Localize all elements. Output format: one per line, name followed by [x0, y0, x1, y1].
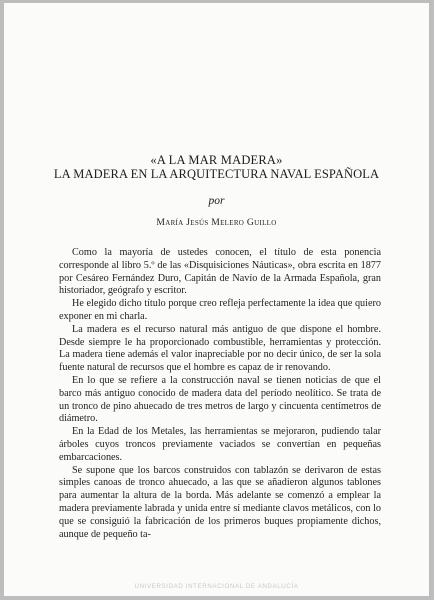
university-watermark: UNIVERSIDAD INTERNACIONAL DE ANDALUCÍA: [134, 583, 299, 590]
paragraph-4: En lo que se refiere a la construcción naval se tienen noticias de que el barco más antiguo conocido de madera data del período neolítico. Se trata de un tronco de pino ahuecado de tres metros de largo y cincuenta centímetros de diámetro.: [59, 374, 381, 425]
document-page: [4, 3, 429, 596]
paragraph-6: Se supone que los barcos construidos con tablazón se derivaron de estas simples canoas de tronco ahuecado, a las que se añadieron algunos tablones para aumentar la altura de la borda. Más adelante se comenzó a emplear la madera previamente labrada y unida entre sí mediante clavos metálicos, con lo que se consiguió la fabricación de los primeros buques propiamente dichos, aunque de pequeño ta-: [59, 464, 381, 540]
paragraph-1: Como la mayoría de ustedes conocen, el título de esta ponencia corresponde al libro 5.º de las «Disquisiciones Náuticas», obra escrita en 1877 por Cesáreo Fernández Duro, Capitán de Navío de la Armada Española, gran historiador, geógrafo y escritor.: [59, 247, 381, 297]
author-name: María Jesús Melero Guillo: [156, 217, 277, 228]
title-line-1: «A LA MAR MADERA»: [150, 153, 283, 167]
paragraph-5: En la Edad de los Metales, las herramientas se mejoraron, pudiendo talar árboles cuyos troncos previamente vaciados se convertían en pequeñas embarcaciones.: [59, 426, 381, 463]
paragraph-3: La madera es el recurso natural más antiguo de que dispone el hombre. Desde siempre le ha proporcionado combustible, herramientas y protección. La madera tiene además el valor inapreciable por no decir único, de ser la sola fuente natural de recursos que el hombre es capaz de ir renovando.: [59, 323, 381, 374]
title-line-2: LA MADERA EN LA ARQUITECTURA NAVAL ESPAÑOLA: [53, 167, 380, 181]
paragraph-2: He elegido dicho título porque creo refleja perfectamente la idea que quiero exponer en mi charla.: [59, 298, 381, 322]
body-text: [59, 247, 381, 541]
by-line: por: [208, 195, 225, 207]
